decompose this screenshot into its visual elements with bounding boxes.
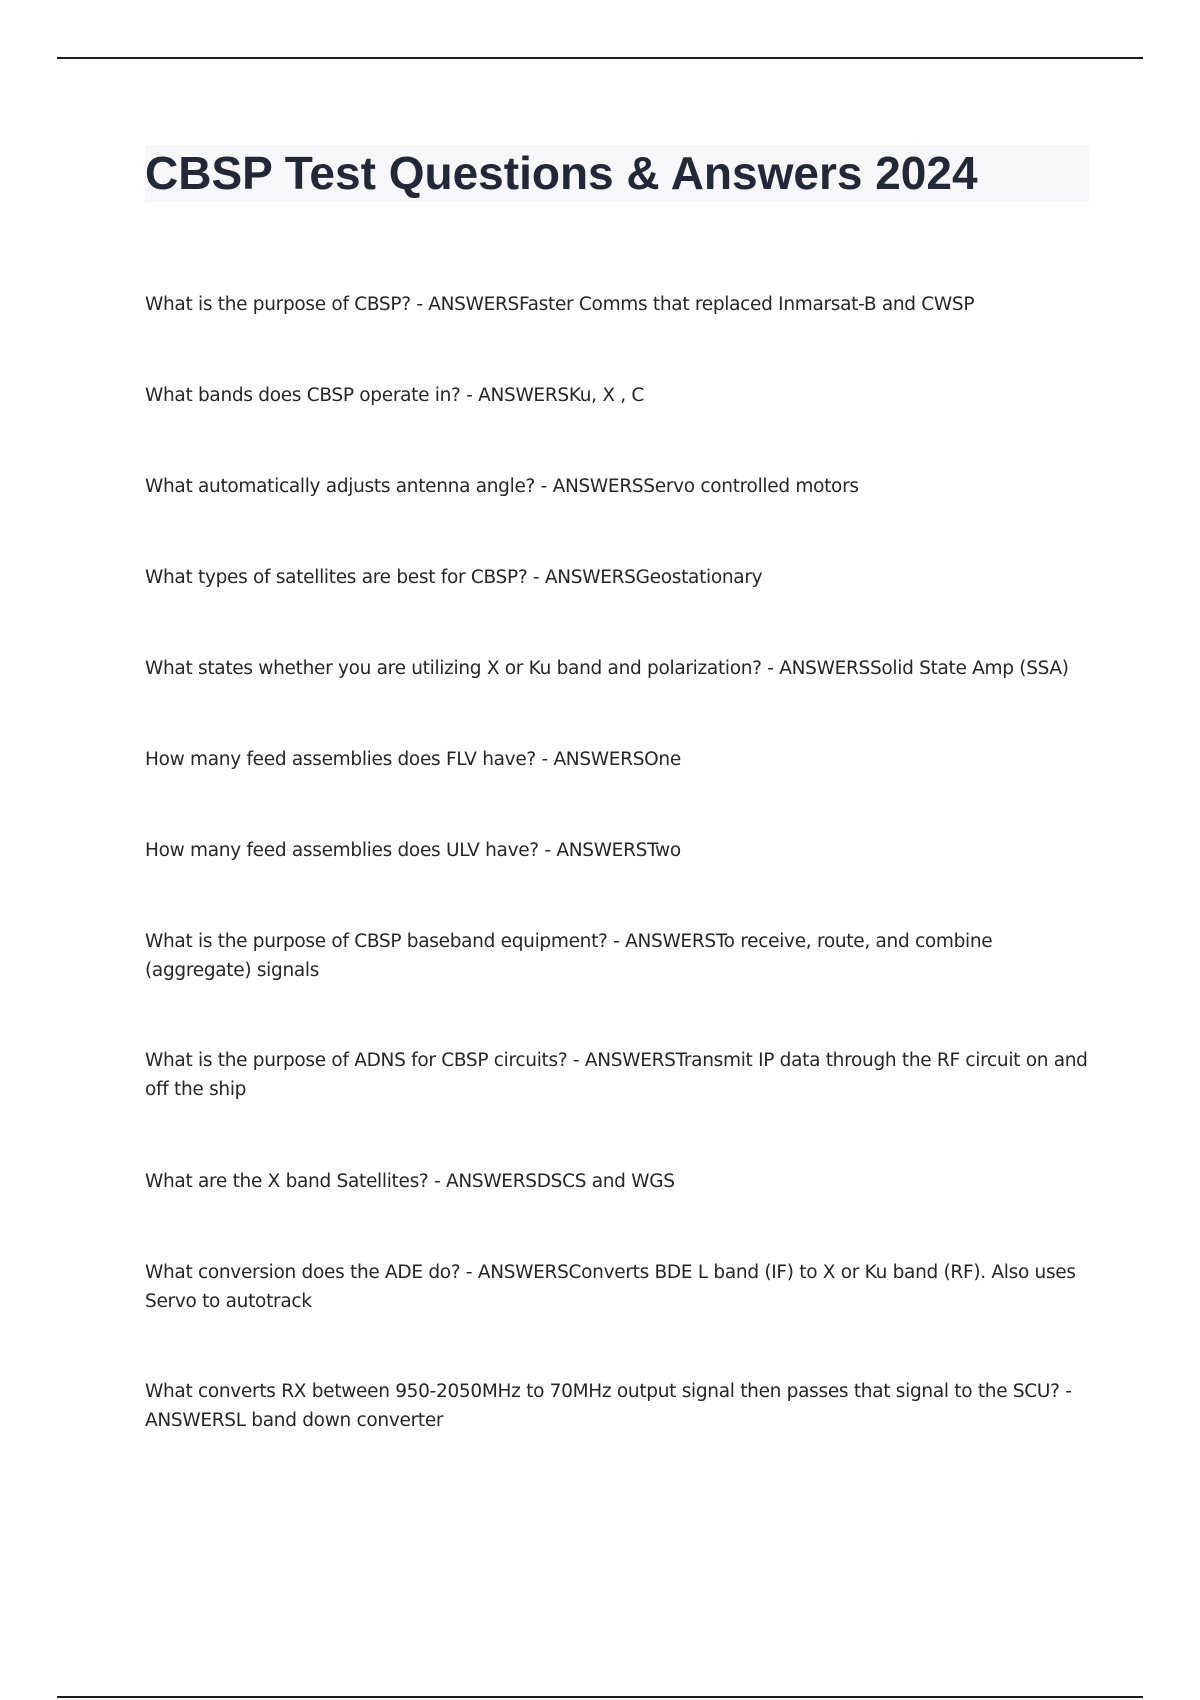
- qa-item-2: What bands does CBSP operate in? - ANSWERSKu, X , C: [145, 385, 645, 406]
- page-title: CBSP Test Questions & Answers 2024: [145, 147, 978, 199]
- qa-item-12: What converts RX between 950-2050MHz to 70MHz output signal then passes that signal to the SCU? - ANSWERSL band down converter: [145, 1381, 1072, 1431]
- qa-item-10: What are the X band Satellites? - ANSWERSDSCS and WGS: [145, 1171, 675, 1192]
- qa-item-8: What is the purpose of CBSP baseband equipment? - ANSWERSTo receive, route, and combine (aggregate) signals: [145, 931, 993, 981]
- qa-item-4: What types of satellites are best for CBSP? - ANSWERSGeostationary: [145, 567, 763, 588]
- qa-item-7: How many feed assemblies does ULV have? - ANSWERSTwo: [145, 840, 681, 861]
- qa-item-5: What states whether you are utilizing X or Ku band and polarization? - ANSWERSSolid State Amp (SSA): [145, 658, 1069, 679]
- qa-item-9: What is the purpose of ADNS for CBSP circuits? - ANSWERSTransmit IP data through the RF circuit on and off the ship: [145, 1050, 1088, 1100]
- qa-item-1: What is the purpose of CBSP? - ANSWERSFaster Comms that replaced Inmarsat-B and CWSP: [145, 294, 975, 315]
- qa-item-3: What automatically adjusts antenna angle? - ANSWERSServo controlled motors: [145, 476, 859, 497]
- qa-item-11: What conversion does the ADE do? - ANSWERSConverts BDE L band (IF) to X or Ku band (RF). Also uses Servo to autotrack: [145, 1262, 1076, 1312]
- bottom-rule: [57, 1696, 1143, 1698]
- top-rule: [57, 57, 1143, 59]
- qa-item-6: How many feed assemblies does FLV have? - ANSWERSOne: [145, 749, 681, 770]
